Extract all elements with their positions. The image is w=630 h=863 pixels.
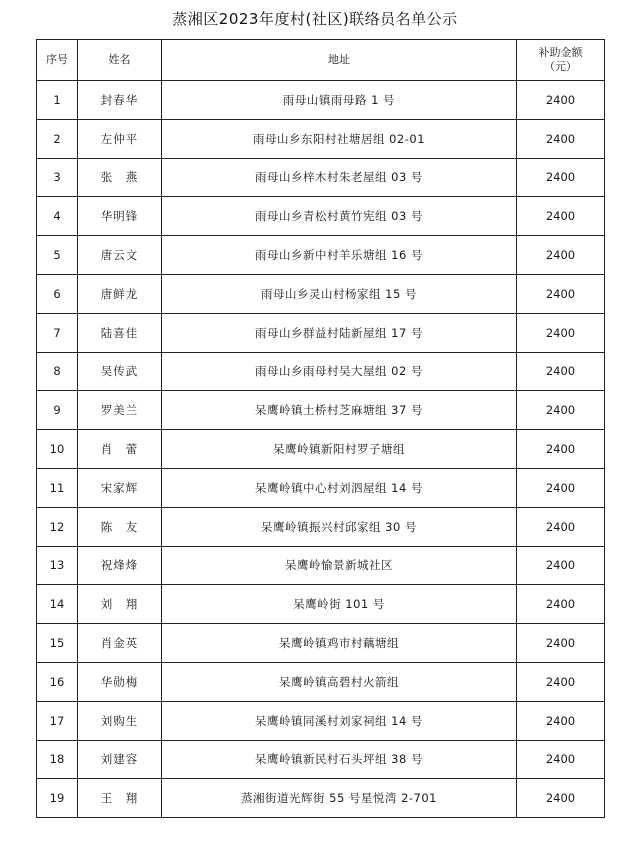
table-row [37,701,605,740]
header-no: 序号 [37,40,78,81]
row-number-cell: 5 [37,236,78,275]
row-address-cell: 雨母山乡群益村陆新屋组 17 号 [162,313,517,352]
row-address-cell: 雨母山镇雨母路 1 号 [162,81,517,120]
row-address-cell: 雨母山乡灵山村杨家组 15 号 [162,274,517,313]
row-name-cell: 陈 友 [78,507,162,546]
row-name-cell: 肖 蕾 [78,430,162,469]
row-name-cell: 唐云文 [78,236,162,275]
row-address-cell: 呆鹰岭镇新阳村罗子塘组 [162,430,517,469]
table-row [37,662,605,701]
table-row [37,352,605,391]
row-number-cell: 17 [37,701,78,740]
row-number-cell: 11 [37,468,78,507]
row-amount-cell: 2400 [517,546,605,585]
table-row [37,81,605,120]
row-name-cell: 祝烽烽 [78,546,162,585]
row-number-cell: 4 [37,197,78,236]
row-amount-cell: 2400 [517,119,605,158]
row-address-cell: 雨母山乡东阳村社塘居组 02-01 [162,119,517,158]
row-number-cell: 3 [37,158,78,197]
row-name-cell: 张 燕 [78,158,162,197]
row-number-cell: 7 [37,313,78,352]
row-number-cell: 15 [37,624,78,663]
row-name-cell: 左仲平 [78,119,162,158]
row-amount-cell: 2400 [517,585,605,624]
table-row [37,740,605,779]
row-name-cell: 宋家辉 [78,468,162,507]
table-row [37,197,605,236]
header-name: 姓名 [78,40,162,81]
liaison-roster-table [36,39,605,818]
row-number-cell: 18 [37,740,78,779]
row-address-cell: 呆鹰岭镇高碧村火箭组 [162,662,517,701]
row-name-cell: 王 翔 [78,779,162,818]
row-address-cell: 蒸湘街道光辉街 55 号星悦湾 2-701 [162,779,517,818]
row-amount-cell: 2400 [517,274,605,313]
table-row [37,313,605,352]
row-address-cell: 呆鹰岭镇同溪村刘家祠组 14 号 [162,701,517,740]
row-name-cell: 刘购生 [78,701,162,740]
row-number-cell: 1 [37,81,78,120]
table-row [37,158,605,197]
row-amount-cell: 2400 [517,430,605,469]
row-address-cell: 呆鹰岭镇振兴村邱家组 30 号 [162,507,517,546]
row-amount-cell: 2400 [517,81,605,120]
row-number-cell: 8 [37,352,78,391]
table-row [37,624,605,663]
row-name-cell: 吴传武 [78,352,162,391]
row-address-cell: 呆鹰岭镇土桥村芝麻塘组 37 号 [162,391,517,430]
row-name-cell: 罗美兰 [78,391,162,430]
header-amount-line2: （元） [544,60,577,73]
table-row [37,391,605,430]
row-amount-cell: 2400 [517,624,605,663]
page-title: 蒸湘区2023年度村(社区)联络员名单公示 [172,10,458,28]
table-row [37,585,605,624]
table-row [37,779,605,818]
row-amount-cell: 2400 [517,662,605,701]
row-address-cell: 呆鹰岭街 101 号 [162,585,517,624]
header-amount-line1: 补助金额 [538,46,583,59]
row-amount-cell: 2400 [517,507,605,546]
row-number-cell: 6 [37,274,78,313]
row-amount-cell: 2400 [517,236,605,275]
row-address-cell: 呆鹰岭镇鸡市村藕塘组 [162,624,517,663]
table-header-row [37,40,605,81]
row-name-cell: 刘 翔 [78,585,162,624]
row-name-cell: 刘建容 [78,740,162,779]
row-amount-cell: 2400 [517,197,605,236]
row-address-cell: 雨母山乡雨母村吴大屋组 02 号 [162,352,517,391]
row-name-cell: 陆喜佳 [78,313,162,352]
row-amount-cell: 2400 [517,352,605,391]
header-address: 地址 [162,40,517,81]
row-number-cell: 10 [37,430,78,469]
row-address-cell: 雨母山乡青松村黄竹宪组 03 号 [162,197,517,236]
row-amount-cell: 2400 [517,740,605,779]
row-number-cell: 9 [37,391,78,430]
row-name-cell: 华明锋 [78,197,162,236]
row-address-cell: 雨母山乡新中村羊乐塘组 16 号 [162,236,517,275]
table-row [37,546,605,585]
table-row [37,468,605,507]
table-body [37,81,605,818]
row-address-cell: 呆鹰岭愉景新城社区 [162,546,517,585]
row-amount-cell: 2400 [517,779,605,818]
row-number-cell: 13 [37,546,78,585]
row-number-cell: 16 [37,662,78,701]
table-row [37,430,605,469]
table-row [37,119,605,158]
row-name-cell: 唐鲜龙 [78,274,162,313]
row-number-cell: 12 [37,507,78,546]
row-amount-cell: 2400 [517,391,605,430]
table-row [37,236,605,275]
table-row [37,507,605,546]
row-name-cell: 肖金英 [78,624,162,663]
row-amount-cell: 2400 [517,158,605,197]
row-number-cell: 19 [37,779,78,818]
row-address-cell: 呆鹰岭镇中心村刘泗屋组 14 号 [162,468,517,507]
row-amount-cell: 2400 [517,468,605,507]
row-name-cell: 华勋梅 [78,662,162,701]
table-row [37,274,605,313]
row-amount-cell: 2400 [517,313,605,352]
row-address-cell: 呆鹰岭镇新民村石头坪组 38 号 [162,740,517,779]
row-amount-cell: 2400 [517,701,605,740]
row-number-cell: 2 [37,119,78,158]
row-number-cell: 14 [37,585,78,624]
header-amount [517,40,605,81]
row-address-cell: 雨母山乡梓木村朱老屋组 03 号 [162,158,517,197]
row-name-cell: 封春华 [78,81,162,120]
